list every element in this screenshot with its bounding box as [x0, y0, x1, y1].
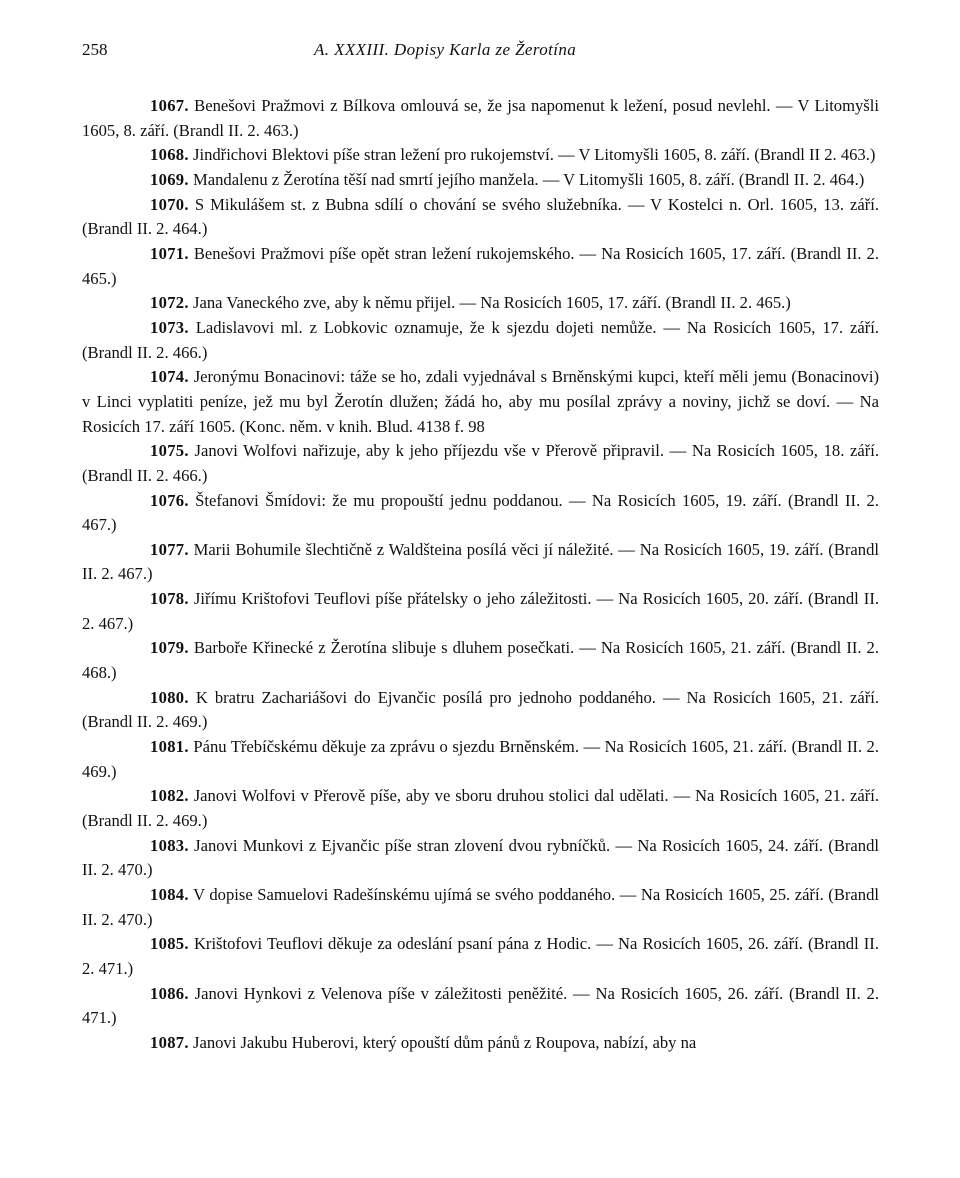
entry-number: 1068.: [150, 145, 189, 165]
entry-number: 1085.: [150, 934, 189, 954]
running-head: [82, 40, 879, 70]
entry-text: Ladislavovi ml. z Lobkovic oznamuje, že k sjezdu dojeti nemůže. — Na Rosicích 1605, 17. září. (Brandl II. 2. 466.): [82, 317, 879, 362]
entry-number: 1073.: [150, 317, 189, 337]
entry-number: 1078.: [150, 589, 189, 609]
entry-text: V dopise Samuelovi Radešínskému ujímá se svého poddaného. — Na Rosicích 1605, 25. září. (Brandl II. 2. 470.): [82, 885, 879, 929]
entry-number: 1081.: [150, 737, 189, 757]
entry-text: Benešovi Pražmovi z Bílkova omlouvá se, že jsa napomenut k ležení, posud nevlehl. — V Litomyšli 1605, 8. září. (Brandl II. 2. 463.): [82, 96, 879, 140]
entry-text: Benešovi Pražmovi píše opět stran ležení rukojemského. — Na Rosicích 1605, 17. září. (Brandl II. 2. 465.): [82, 243, 879, 288]
register-entry: [82, 439, 879, 488]
register-entry: [82, 193, 879, 242]
register-entry: [82, 1031, 879, 1056]
entry-text: Janovi Munkovi z Ejvančic píše stran zlovení dvou rybníčků. — Na Rosicích 1605, 24. září. (Brandl II. 2. 470.): [82, 835, 879, 880]
register-entry: [82, 636, 879, 685]
entry-number: 1067.: [150, 96, 189, 115]
entry-text: Janovi Jakubu Huberovi, který opouští dům pánů z Roupova, nabízí, aby na: [193, 1032, 697, 1052]
register-entry: [82, 883, 879, 932]
entry-text: Janovi Wolfovi nařizuje, aby k jeho příjezdu vše v Přerově připravil. — Na Rosicích 1605, 18. září. (Brandl II. 2. 466.): [82, 441, 879, 485]
entry-number: 1069.: [150, 169, 189, 189]
entry-number: 1079.: [150, 638, 189, 658]
register-entry: [82, 365, 879, 439]
register-entry: [82, 784, 879, 833]
letter-register: [82, 94, 879, 1056]
register-entry: [82, 291, 879, 316]
register-entry: [82, 143, 879, 168]
entry-number: 1083.: [150, 835, 189, 855]
entry-number: 1072.: [150, 293, 189, 313]
register-entry: [82, 686, 879, 735]
entry-number: 1082.: [150, 786, 189, 806]
register-entry: [82, 834, 879, 883]
entry-number: 1077.: [150, 539, 189, 559]
entry-text: S Mikulášem st. z Bubna sdílí o chování se svého služebníka. — V Kostelci n. Orl. 1605, 13. září. (Brandl II. 2. 464.): [82, 194, 879, 239]
entry-number: 1075.: [150, 441, 189, 461]
entry-number: 1084.: [150, 885, 189, 904]
entry-text: Krištofovi Teuflovi děkuje za odeslání psaní pána z Hodic. — Na Rosicích 1605, 26. září. (Brandl II. 2. 471.): [82, 934, 879, 978]
running-title: A. XXXIII. Dopisy Karla ze Žerotína: [314, 40, 577, 59]
entry-text: Jindřichovi Blektovi píše stran ležení pro rukojemství. — V Litomyšli 1605, 8. září. (Brandl II 2. 463.): [193, 145, 876, 165]
entry-number: 1087.: [150, 1032, 189, 1052]
register-entry: [82, 735, 879, 784]
entry-text: Barboře Křinecké z Žerotína slibuje s dluhem posečkati. — Na Rosicích 1605, 21. září. (Brandl II. 2. 468.): [82, 638, 879, 683]
entry-text: Jiřímu Krištofovi Teuflovi píše přátelsky o jeho záležitosti. — Na Rosicích 1605, 20. září. (Brandl II. 2. 467.): [82, 589, 880, 633]
entry-text: Pánu Třebíčskému děkuje za zprávu o sjezdu Brněnském. — Na Rosicích 1605, 21. září. (Brandl II. 2. 469.): [82, 737, 879, 781]
entry-number: 1071.: [150, 243, 189, 263]
entry-text: Jeronýmu Bonacinovi: táže se ho, zdali vyjednával s Brněnskými kupci, kteří měli jemu (Bonacinovi) v Linci vyplatiti peníze, jež mu byl Žerotín dlužen; žádá ho, aby mu posílal zprávy a noviny, jichž se doví. — Na Rosicích 17. září 1605. (Konc. něm. v knih. Blud. 4138 f. 98: [82, 367, 879, 436]
register-entry: [82, 316, 879, 365]
entry-number: 1076.: [150, 490, 189, 510]
entry-text: Janovi Wolfovi v Přerově píše, aby ve sboru druhou stolici dal udělati. — Na Rosicích 1605, 21. září. (Brandl II. 2. 469.): [82, 786, 879, 831]
entry-text: Štefanovi Šmídovi: že mu propouští jednu poddanou. — Na Rosicích 1605, 19. září. (Brandl II. 2. 467.): [82, 490, 879, 535]
entry-text: Marii Bohumile šlechtičně z Waldšteina posílá věci jí náležité. — Na Rosicích 1605, 19. září. (Brandl II. 2. 467.): [82, 539, 879, 584]
entry-text: Janovi Hynkovi z Velenova píše v záležitosti peněžité. — Na Rosicích 1605, 26. září. (Brandl II. 2. 471.): [82, 983, 879, 1028]
book-page: [82, 40, 879, 1056]
register-entry: [82, 538, 879, 587]
entry-number: 1070.: [150, 194, 189, 214]
register-entry: [82, 587, 879, 636]
entry-text: Jana Vaneckého zve, aby k němu přijel. — Na Rosicích 1605, 17. září. (Brandl II. 2. 465.): [193, 293, 791, 313]
entry-number: 1080.: [150, 687, 189, 707]
register-entry: [82, 932, 879, 981]
register-entry: [82, 168, 879, 193]
register-entry: [82, 489, 879, 538]
register-entry: [82, 242, 879, 291]
page-number: 258: [82, 40, 108, 59]
register-entry: [82, 982, 879, 1031]
entry-number: 1074.: [150, 367, 189, 387]
entry-text: K bratru Zachariášovi do Ejvančic posílá pro jednoho poddaného. — Na Rosicích 1605, 21. září. (Brandl II. 2. 469.): [82, 687, 879, 732]
entry-number: 1086.: [150, 983, 189, 1003]
register-entry: [82, 94, 879, 143]
entry-text: Mandalenu z Žerotína těší nad smrtí jejího manžela. — V Litomyšli 1605, 8. září. (Brandl II. 2. 464.): [193, 169, 865, 189]
